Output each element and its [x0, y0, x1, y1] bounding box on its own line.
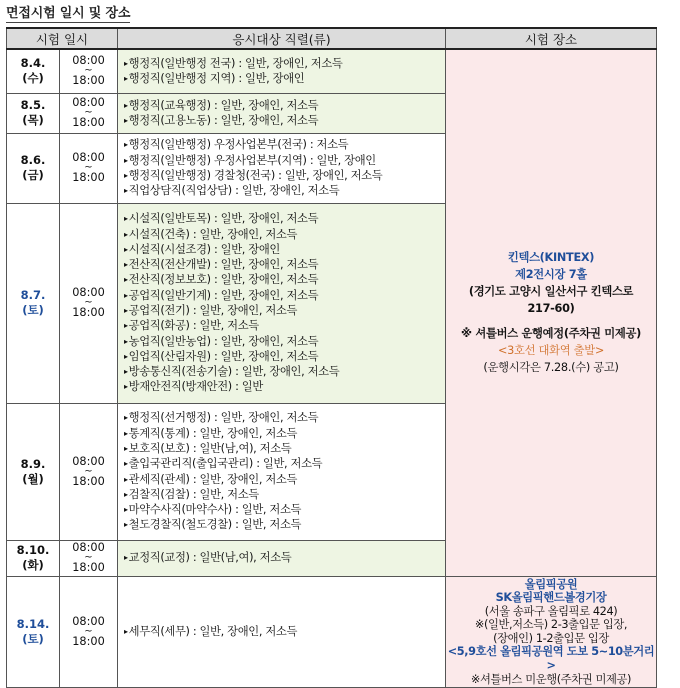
table-header-row — [7, 28, 657, 49]
position-item: ▸ 행정직(일반행정 전국) : 일반, 장애인, 저소득 — [124, 56, 445, 71]
date-cell — [7, 49, 60, 93]
gate-info-line1: ※(일반,저소득) 2-3출입문 입장, — [474, 618, 628, 632]
start-time: 08:00 — [72, 541, 105, 554]
weekday-text: (월) — [22, 471, 44, 486]
end-time: 18:00 — [72, 171, 105, 184]
weekday-text: (금) — [22, 168, 44, 182]
header-positions: 응시대상 직렬(류) — [118, 28, 446, 49]
table-row — [7, 49, 657, 93]
venue-hall: 제2전시장 7홀 — [515, 268, 587, 282]
positions-cell — [118, 49, 446, 93]
position-item: ▸ 행정직(일반행정) 우정사업본부(지역) : 일반, 장애인 — [124, 153, 445, 168]
time-cell — [60, 133, 118, 203]
date-text: 8.4. — [20, 56, 46, 71]
start-time: 08:00 — [72, 151, 105, 164]
position-item: ▸ 철도경찰직(철도경찰) : 일반, 저소득 — [124, 517, 445, 532]
interview-schedule-table — [6, 27, 657, 688]
positions-cell — [118, 403, 446, 540]
position-item: ▸ 행정직(일반행정) 우정사업본부(전국) : 저소득 — [124, 137, 445, 152]
position-item: ▸ 전산직(정보보호) : 일반, 장애인, 저소득 — [124, 272, 445, 287]
date-cell — [7, 576, 60, 688]
date-text: 8.6. — [20, 153, 46, 167]
date-cell — [7, 93, 60, 133]
position-item: ▸ 시설직(시설조경) : 일반, 장애인 — [124, 242, 445, 257]
venue-address-line2: 217-60) — [527, 302, 575, 316]
shuttle-notice: ※셔틀버스 미운행(주차권 미제공) — [470, 672, 632, 686]
venue-kintex-cell — [446, 49, 657, 576]
positions-cell — [118, 93, 446, 133]
position-item: ▸ 행정직(일반행정 지역) : 일반, 장애인 — [124, 71, 445, 86]
weekday-text: (목) — [22, 113, 44, 127]
end-time: 18:00 — [72, 116, 105, 129]
position-item: ▸ 교정직(교정) : 일반(남,여), 저소득 — [124, 550, 445, 565]
positions-cell — [118, 576, 446, 688]
shuttle-notice: ※ 셔틀버스 운행예정(주차권 미제공) — [461, 327, 641, 341]
position-item: ▸ 보호직(보호) : 일반(남,여), 저소득 — [124, 441, 445, 456]
position-item: ▸ 세무직(세무) : 일반, 장애인, 저소득 — [124, 624, 445, 639]
time-cell — [60, 576, 118, 688]
positions-cell — [118, 133, 446, 203]
position-item: ▸ 시설직(일반토목) : 일반, 장애인, 저소득 — [124, 211, 445, 226]
time-range-tilde: ~ — [84, 65, 93, 77]
time-range-tilde: ~ — [84, 465, 93, 477]
time-cell — [60, 540, 118, 576]
time-cell — [60, 49, 118, 93]
weekday-text: (토) — [22, 631, 44, 646]
position-item: ▸ 출입국관리직(출입국관리) : 일반, 저소득 — [124, 456, 445, 471]
start-time: 08:00 — [72, 96, 105, 109]
end-time: 18:00 — [72, 306, 105, 319]
position-item: ▸ 직업상담직(직업상담) : 일반, 장애인, 저소득 — [124, 183, 445, 198]
position-item: ▸ 시설직(건축) : 일반, 장애인, 저소득 — [124, 227, 445, 242]
position-item: ▸ 행정직(고용노동) : 일반, 장애인, 저소득 — [124, 113, 445, 128]
position-item: ▸ 마약수사직(마약수사) : 일반, 저소득 — [124, 502, 445, 517]
time-range-tilde: ~ — [84, 297, 93, 308]
start-time: 08:00 — [72, 286, 105, 299]
position-item: ▸ 관세직(관세) : 일반, 장애인, 저소득 — [124, 472, 445, 487]
weekday-text: (토) — [22, 303, 44, 317]
start-time: 08:00 — [72, 614, 105, 628]
end-time: 18:00 — [72, 561, 105, 574]
venue-address-line1: (경기도 고양시 일산서구 킨텍스로 — [468, 285, 634, 299]
position-item: ▸ 행정직(교육행정) : 일반, 장애인, 저소득 — [124, 98, 445, 113]
date-cell — [7, 133, 60, 203]
venue-name: 킨텍스(KINTEX) — [507, 251, 595, 265]
position-item: ▸ 행정직(일반행정) 경찰청(전국) : 일반, 장애인, 저소득 — [124, 168, 445, 183]
start-time: 08:00 — [72, 454, 105, 468]
subway-info: <5,9호선 올림픽공원역 도보 5~10분거리> — [447, 645, 655, 673]
date-text: 8.7. — [20, 288, 46, 302]
date-text: 8.10. — [16, 543, 50, 557]
end-time: 18:00 — [72, 474, 105, 488]
position-item: ▸ 임업직(산림자원) : 일반, 장애인, 저소득 — [124, 349, 445, 364]
time-range-tilde: ~ — [84, 162, 93, 173]
position-item: ▸ 방송통신직(전송기술) : 일반, 장애인, 저소득 — [124, 364, 445, 379]
date-cell — [7, 540, 60, 576]
time-cell — [60, 403, 118, 540]
shuttle-schedule-note: (운행시각은 7.28.(수) 공고) — [483, 361, 619, 375]
position-item: ▸ 공업직(일반기계) : 일반, 장애인, 저소득 — [124, 288, 445, 303]
time-cell — [60, 93, 118, 133]
time-cell — [60, 203, 118, 403]
time-range-tilde: ~ — [84, 625, 93, 637]
gate-info-line2: (장애인) 1-2출입문 입장 — [493, 631, 609, 645]
time-range-tilde: ~ — [84, 107, 93, 118]
position-item: ▸ 방재안전직(방재안전) : 일반 — [124, 379, 445, 394]
weekday-text: (화) — [22, 558, 44, 572]
date-cell — [7, 403, 60, 540]
positions-cell — [118, 540, 446, 576]
date-text: 8.14. — [16, 616, 50, 631]
positions-cell — [118, 203, 446, 403]
start-time: 08:00 — [72, 54, 105, 68]
venue-name-line2: SK올림픽핸드볼경기장 — [495, 591, 607, 605]
date-cell — [7, 203, 60, 403]
date-text: 8.5. — [20, 98, 46, 112]
date-text: 8.9. — [20, 456, 46, 471]
header-datetime: 시험 일시 — [7, 28, 118, 49]
end-time: 18:00 — [72, 634, 105, 648]
position-item: ▸ 공업직(전기) : 일반, 장애인, 저소득 — [124, 303, 445, 318]
venue-address: (서울 송파구 올림픽로 424) — [484, 604, 618, 618]
position-item: ▸ 통계직(통계) : 일반, 장애인, 저소득 — [124, 426, 445, 441]
position-item: ▸ 농업직(일반농업) : 일반, 장애인, 저소득 — [124, 334, 445, 349]
time-range-tilde: ~ — [84, 552, 93, 563]
position-item: ▸ 전산직(전산개발) : 일반, 장애인, 저소득 — [124, 257, 445, 272]
venue-name-line1: 올림픽공원 — [524, 577, 578, 591]
venue-olympic-cell — [446, 576, 657, 688]
table-row — [7, 576, 657, 688]
shuttle-departure: <3호선 대화역 출발> — [497, 344, 605, 358]
position-item: ▸ 공업직(화공) : 일반, 저소득 — [124, 318, 445, 333]
position-item: ▸ 행정직(선거행정) : 일반, 장애인, 저소득 — [124, 410, 445, 425]
header-venue: 시험 장소 — [446, 28, 657, 49]
end-time: 18:00 — [72, 74, 105, 88]
page-title: 면접시험 일시 및 장소 — [6, 2, 130, 23]
weekday-text: (수) — [22, 71, 44, 86]
position-item: ▸ 검찰직(검찰) : 일반, 저소득 — [124, 487, 445, 502]
